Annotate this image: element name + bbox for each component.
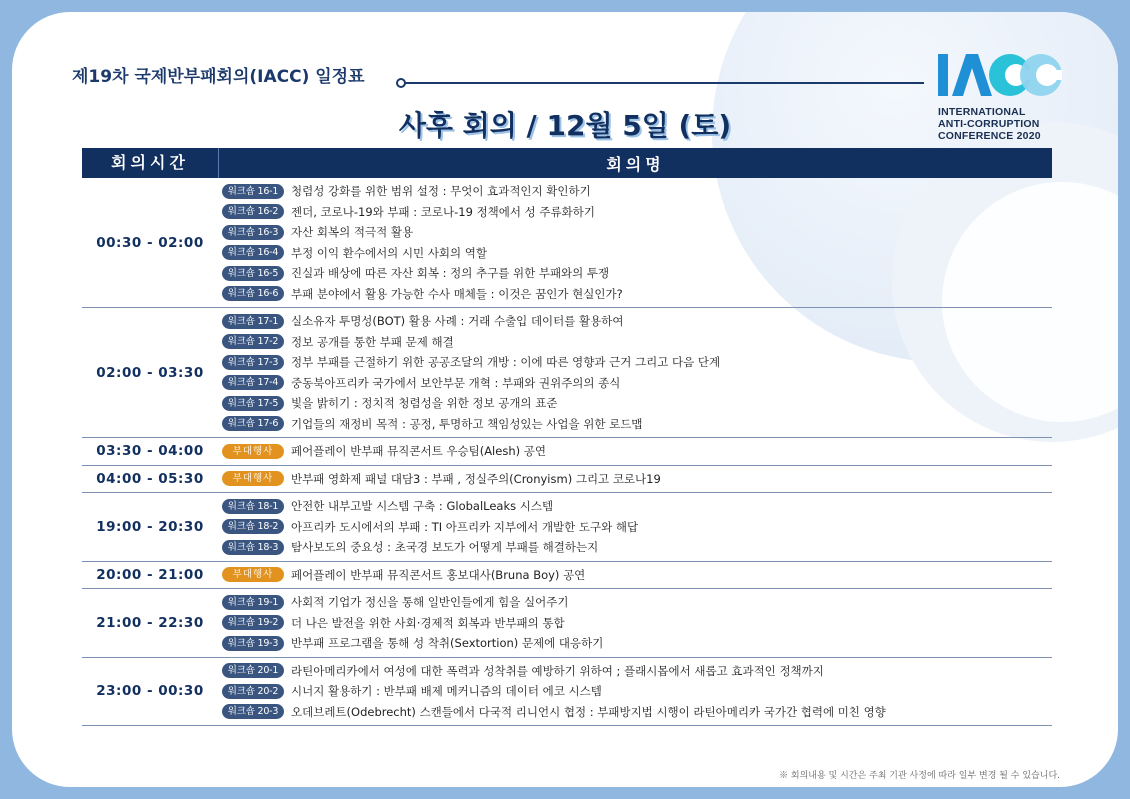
logo-line-3: CONFERENCE 2020 — [938, 130, 1041, 142]
logo-line-1: INTERNATIONAL — [938, 106, 1026, 118]
session-title: 페어플레이 반부패 뮤직콘서트 우승팀(Alesh) 공연 — [291, 444, 546, 459]
list-item — [222, 311, 1052, 332]
workshop-badge: 워크숍 16-6 — [222, 286, 284, 301]
schedule-table — [82, 148, 1052, 726]
list-item — [222, 469, 1052, 490]
workshop-badge: 워크숍 16-3 — [222, 225, 284, 240]
session-time: 00:30 - 02:00 — [96, 234, 204, 251]
list-item — [222, 202, 1052, 223]
iacc-logo-mark — [938, 52, 1062, 98]
list-item — [222, 441, 1052, 462]
schedule-card — [12, 12, 1118, 787]
list-item — [222, 373, 1052, 394]
workshop-badge: 워크숍 16-1 — [222, 184, 284, 199]
table-row — [82, 438, 1052, 466]
workshop-badge: 워크숍 16-2 — [222, 204, 284, 219]
session-title: 부정 이익 환수에서의 시민 사회의 역할 — [291, 245, 488, 260]
session-title: 더 나은 발전을 위한 사회·경제적 회복과 반부패의 통합 — [291, 615, 565, 630]
session-title: 페어플레이 반부패 뮤직콘서트 홍보대사(Bruna Boy) 공연 — [291, 567, 586, 582]
workshop-badge: 워크숍 20-2 — [222, 684, 284, 699]
session-title: 안전한 내부고발 시스템 구축 : GlobalLeaks 시스템 — [291, 499, 554, 514]
session-time: 21:00 - 22:30 — [96, 614, 204, 631]
list-item — [222, 243, 1052, 264]
session-title: 부패 분야에서 활용 가능한 수사 매체들 : 이것은 꿈인가 현실인가? — [291, 286, 623, 301]
session-list — [218, 308, 1052, 437]
session-list — [218, 562, 1052, 589]
list-item — [222, 332, 1052, 353]
list-item — [222, 414, 1052, 435]
workshop-badge: 워크숍 17-2 — [222, 334, 284, 349]
title-divider-line — [404, 82, 924, 84]
session-title: 반부패 영화제 패널 대담3 : 부패 , 정실주의(Cronyism) 그리고 코로나19 — [291, 471, 661, 486]
list-item — [222, 393, 1052, 414]
session-list — [218, 466, 1052, 493]
session-list — [218, 438, 1052, 465]
table-row — [82, 178, 1052, 308]
list-item — [222, 537, 1052, 558]
session-title: 사회적 기업가 정신을 통해 일반인들에게 힘을 실어주기 — [291, 595, 569, 610]
list-item — [222, 181, 1052, 202]
session-title: 빛을 밝히기 : 정치적 청렴성을 위한 정보 공개의 표준 — [291, 396, 558, 411]
table-body — [82, 178, 1052, 726]
session-list — [218, 493, 1052, 561]
list-item — [222, 633, 1052, 654]
session-time: 19:00 - 20:30 — [96, 518, 204, 535]
list-item — [222, 352, 1052, 373]
session-title: 정부 부패를 근절하기 위한 공공조달의 개방 : 이에 따른 영향과 근거 그리고 다음 단계 — [291, 355, 721, 370]
session-title: 정보 공개를 통한 부패 문제 해결 — [291, 334, 454, 349]
table-row — [82, 562, 1052, 590]
list-item — [222, 263, 1052, 284]
session-title: 반부패 프로그램을 통해 성 착취(Sextortion) 문제에 대응하기 — [291, 636, 604, 651]
workshop-badge: 워크숍 18-3 — [222, 540, 284, 555]
list-item — [222, 613, 1052, 634]
workshop-badge: 워크숍 18-1 — [222, 499, 284, 514]
workshop-badge: 워크숍 19-3 — [222, 636, 284, 651]
list-item — [222, 565, 1052, 586]
workshop-badge: 워크숍 17-4 — [222, 375, 284, 390]
list-item — [222, 517, 1052, 538]
list-item — [222, 496, 1052, 517]
page-title: 제19차 국제반부패회의(IACC) 일정표 — [72, 67, 365, 87]
table-header — [82, 148, 1052, 178]
workshop-badge: 워크숍 17-5 — [222, 396, 284, 411]
column-header-time: 회의시간 — [82, 148, 219, 178]
session-list — [218, 658, 1052, 726]
column-header-name: 회의명 — [606, 154, 665, 174]
workshop-badge: 워크숍 20-1 — [222, 663, 284, 678]
event-badge: 부대행사 — [222, 471, 284, 486]
workshop-badge: 워크숍 17-6 — [222, 416, 284, 431]
workshop-badge: 워크숍 16-5 — [222, 266, 284, 281]
list-item — [222, 222, 1052, 243]
session-time: 02:00 - 03:30 — [96, 364, 204, 381]
workshop-badge: 워크숍 16-4 — [222, 245, 284, 260]
workshop-badge: 워크숍 19-2 — [222, 615, 284, 630]
table-row — [82, 466, 1052, 494]
table-row — [82, 658, 1052, 727]
event-badge: 부대행사 — [222, 567, 284, 582]
session-list — [218, 589, 1052, 657]
table-row — [82, 493, 1052, 562]
workshop-badge: 워크숍 20-3 — [222, 704, 284, 719]
session-title: 기업들의 재정비 목적 : 공정, 투명하고 책임성있는 사업을 위한 로드맵 — [291, 416, 643, 431]
list-item — [222, 284, 1052, 305]
workshop-badge: 워크숍 19-1 — [222, 595, 284, 610]
workshop-badge: 워크숍 17-3 — [222, 355, 284, 370]
logo-line-2: ANTI-CORRUPTION — [938, 118, 1040, 130]
session-title: 시너지 활용하기 : 반부패 배제 메커니즘의 데이터 에코 시스템 — [291, 684, 602, 699]
footnote: ※ 회의내용 및 시간은 주최 기관 사정에 따라 일부 변경 될 수 있습니다. — [779, 771, 1060, 781]
session-title: 자산 회복의 적극적 활용 — [291, 225, 414, 240]
session-list — [218, 178, 1052, 307]
session-time: 20:00 - 21:00 — [96, 566, 204, 583]
session-time: 03:30 - 04:00 — [96, 443, 204, 460]
session-time: 23:00 - 00:30 — [96, 683, 204, 700]
session-title: 중동북아프리카 국가에서 보안부문 개혁 : 부패와 권위주의의 종식 — [291, 375, 621, 390]
table-row — [82, 308, 1052, 438]
session-title: 젠더, 코로나-19와 부패 : 코로나-19 정책에서 성 주류화하기 — [291, 204, 595, 219]
list-item — [222, 702, 1052, 723]
workshop-badge: 워크숍 18-2 — [222, 519, 284, 534]
list-item — [222, 681, 1052, 702]
session-title: 오데브레트(Odebrecht) 스캔들에서 다국적 리니언시 협정 : 부패방지법 시행이 라틴아메리카 국가간 협력에 미친 영향 — [291, 704, 886, 719]
page-subtitle: 사후 회의 / 12월 5일 (토) — [398, 109, 732, 142]
list-item — [222, 661, 1052, 682]
session-title: 라틴아메리카에서 여성에 대한 폭력과 성착취를 예방하기 위하여 ; 플래시몹에서 새롭고 효과적인 정책까지 — [291, 663, 824, 678]
session-title: 실소유자 투명성(BOT) 활용 사례 : 거래 수출입 데이터를 활용하여 — [291, 314, 624, 329]
workshop-badge: 워크숍 17-1 — [222, 314, 284, 329]
session-title: 청렴성 강화를 위한 범위 설정 : 무엇이 효과적인지 확인하기 — [291, 184, 591, 199]
table-row — [82, 589, 1052, 658]
session-title: 진실과 배상에 따른 자산 회복 : 정의 추구를 위한 부패와의 투쟁 — [291, 266, 610, 281]
session-time: 04:00 - 05:30 — [96, 470, 204, 487]
session-title: 탐사보도의 중요성 : 초국경 보도가 어떻게 부패를 해결하는지 — [291, 540, 599, 555]
list-item — [222, 592, 1052, 613]
event-badge: 부대행사 — [222, 444, 284, 459]
session-title: 아프리카 도시에서의 부패 : TI 아프리카 지부에서 개발한 도구와 해답 — [291, 519, 639, 534]
